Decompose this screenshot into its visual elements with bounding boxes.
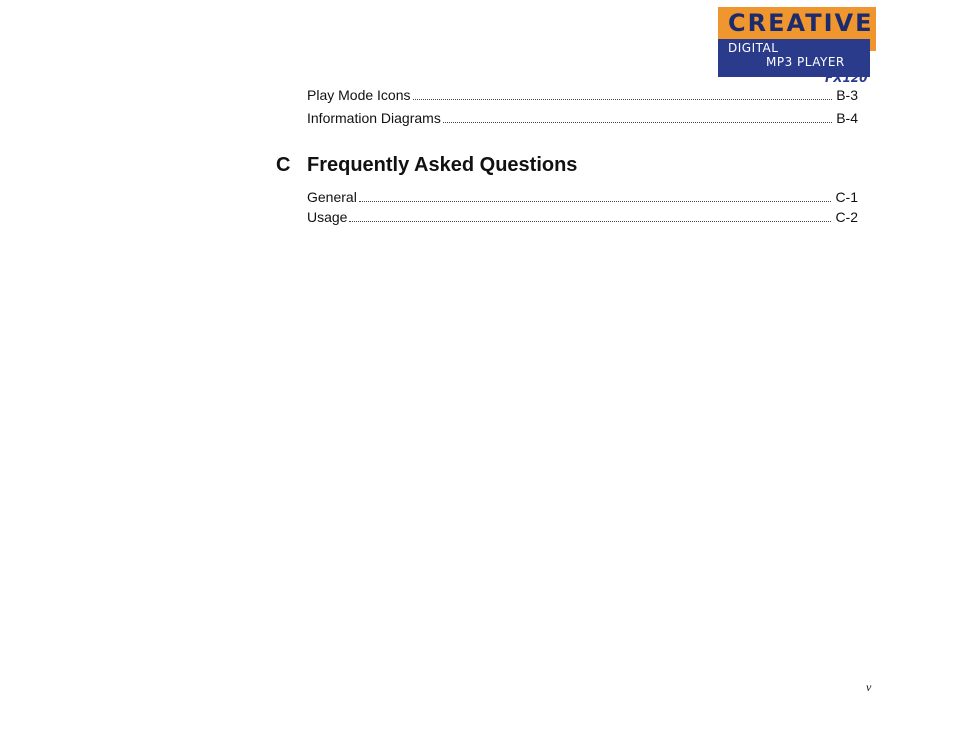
toc-entry-usage[interactable] [307,209,858,227]
logo-brand: CREATIVE [728,9,874,37]
toc-leader-dots [359,201,832,202]
page-number: v [866,680,872,694]
toc-entry-label: General [307,189,357,205]
toc-entry-information-diagrams[interactable] [307,110,858,128]
creative-logo [718,7,876,85]
toc-entry-page: B-3 [836,87,858,103]
toc-entry-page: C-1 [835,189,858,205]
toc-leader-dots [443,122,832,123]
toc-entry-label: Information Diagrams [307,110,441,126]
section-title[interactable]: Frequently Asked Questions [307,154,578,176]
logo-line2: MP3 PLAYER [766,55,845,69]
toc-leader-dots [413,99,833,100]
logo-line1: DIGITAL [728,41,779,55]
section-letter: C [276,154,291,176]
toc-entry-page: B-4 [836,110,858,126]
toc-entry-general[interactable] [307,189,858,207]
toc-leader-dots [349,221,831,222]
toc-entry-play-mode-icons[interactable] [307,87,858,105]
toc-entry-label: Usage [307,209,348,225]
toc-entry-label: Play Mode Icons [307,87,411,103]
logo-model: FX120 [825,71,868,85]
toc-entry-page: C-2 [835,209,858,225]
